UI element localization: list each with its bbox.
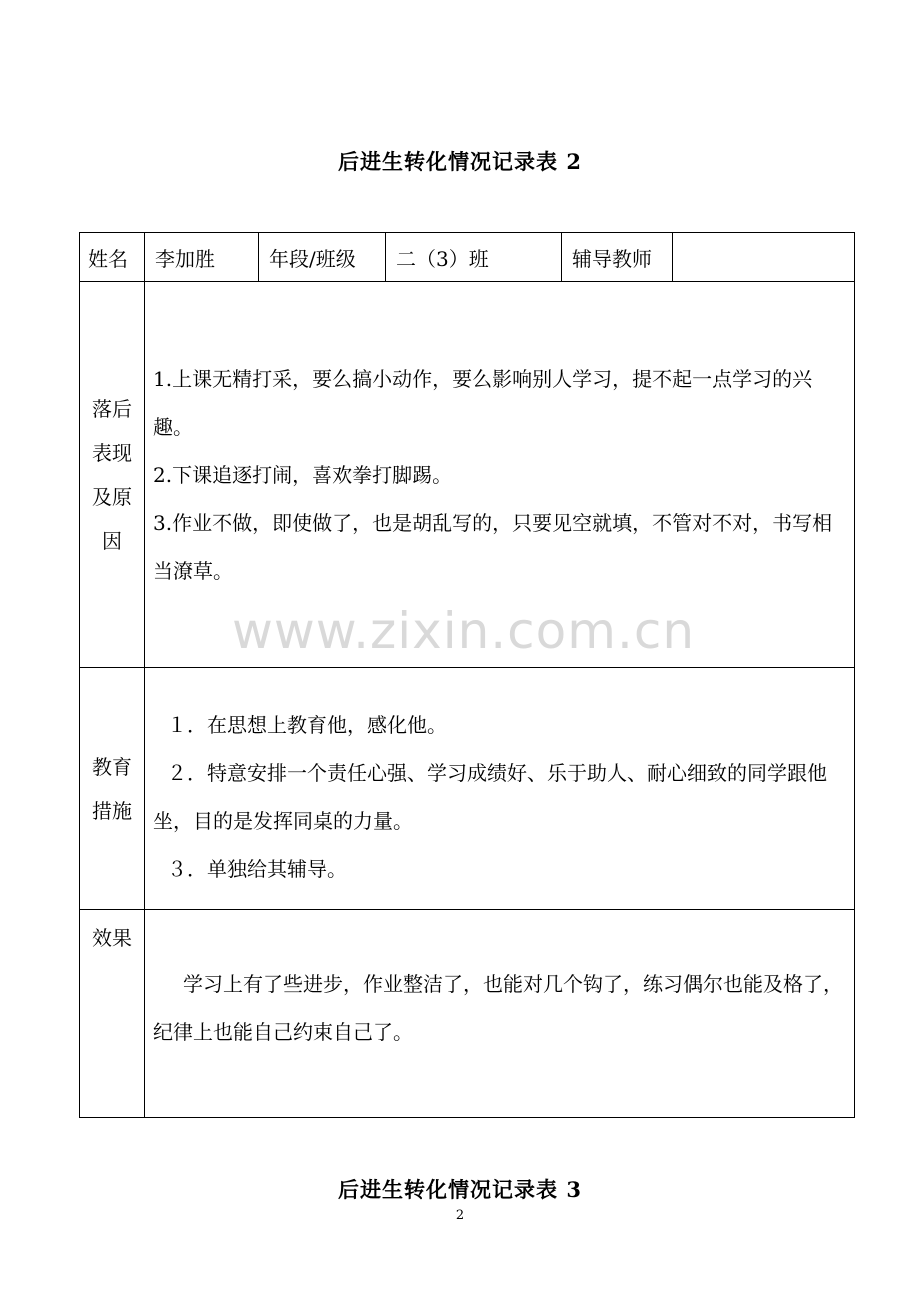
measures-item: １．在思想上教育他，感化他。 — [167, 712, 447, 737]
measures-content — [145, 668, 855, 910]
behavior-label: 落后表现及原因 — [80, 282, 145, 668]
record-table — [79, 232, 855, 1118]
behavior-item: 3.作业不做，即使做了，也是胡乱写的，只要见空就填，不管对不对，书写相当潦草。 — [153, 510, 833, 583]
effect-row — [80, 910, 855, 1118]
behavior-item: 1.上课无精打采，要么搞小动作，要么影响别人学习，提不起一点学习的兴趣。 — [153, 366, 813, 439]
effect-label: 效果 — [80, 910, 145, 1118]
measures-label: 教育措施 — [80, 668, 145, 910]
watermark: www.zixin.com.cn — [232, 602, 696, 660]
behavior-item: 2.下课追逐打闹，喜欢拳打脚踢。 — [153, 462, 453, 487]
header-row — [80, 233, 855, 282]
measures-item: ３．单独给其辅导。 — [167, 856, 347, 881]
behavior-row — [80, 282, 855, 668]
name-label: 姓名 — [80, 233, 145, 282]
grade-value: 二（3）班 — [386, 233, 562, 282]
page-title: 后进生转化情况记录表 2 — [338, 149, 582, 174]
measures-item: ２．特意安排一个责任心强、学习成绩好、乐于助人、耐心细致的同学跟他坐，目的是发挥同桌的力量。 — [153, 760, 827, 833]
name-value: 李加胜 — [145, 233, 259, 282]
behavior-content — [145, 282, 855, 668]
page-number: 2 — [455, 1208, 465, 1223]
grade-label: 年段/班级 — [259, 233, 386, 282]
effect-content — [145, 910, 855, 1118]
teacher-label: 辅导教师 — [562, 233, 673, 282]
next-table-title: 后进生转化情况记录表 3 — [338, 1177, 582, 1202]
effect-text: 学习上有了些进步，作业整洁了，也能对几个钩了，练习偶尔也能及格了，纪律上也能自己约束自己了。 — [153, 972, 843, 1044]
measures-row — [80, 668, 855, 910]
teacher-value — [673, 233, 855, 282]
